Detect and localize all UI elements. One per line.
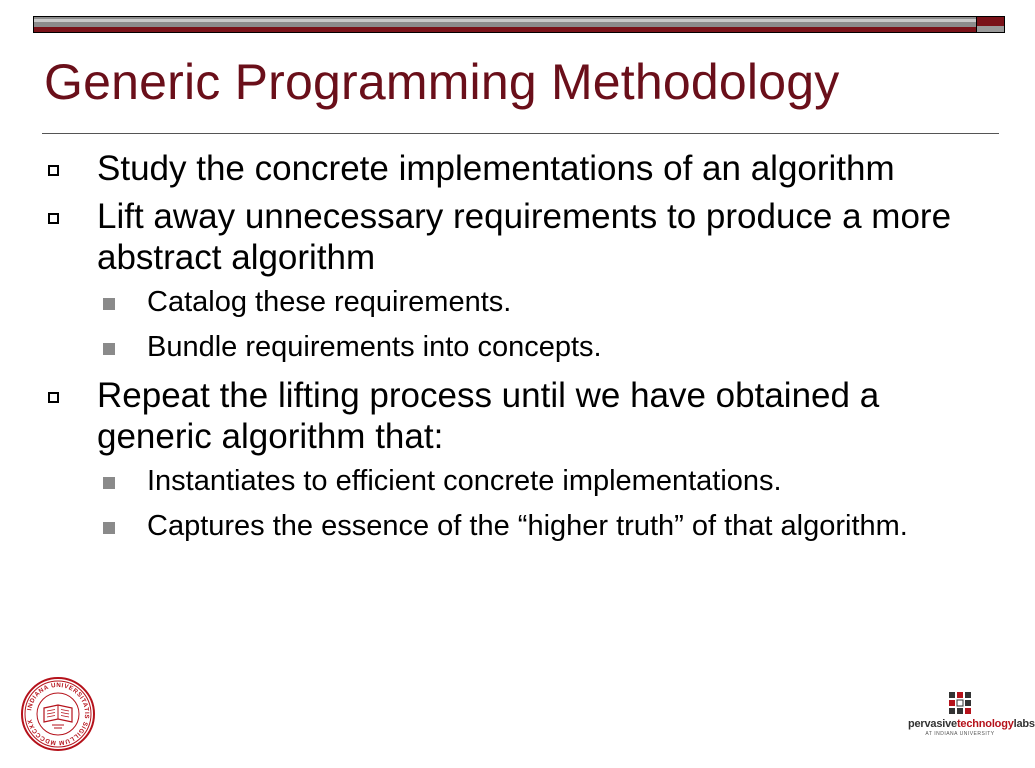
top-decorative-bar — [33, 16, 977, 33]
sub-bullet-text: Catalog these requirements. — [147, 286, 512, 318]
top-corner-block — [976, 16, 1005, 33]
sub-bullet-item — [147, 285, 967, 320]
pervasive-technology-labs-logo — [908, 692, 1035, 748]
logo-subtitle: AT INDIANA UNIVERSITY — [925, 731, 995, 737]
hollow-square-bullet-icon — [48, 165, 59, 176]
university-seal-icon — [20, 676, 96, 752]
filled-square-bullet-icon — [103, 343, 115, 355]
slide-body — [0, 148, 1024, 554]
sub-bullet-text: Bundle requirements into concepts. — [147, 331, 602, 363]
bullet-item — [97, 196, 997, 278]
seal-text: INDIANA UNIVERSITATIS SIGILLUM MDCCCXX — [26, 681, 91, 747]
filled-square-bullet-icon — [103, 522, 115, 534]
sub-bullet-text: Instantiates to efficient concrete implementations. — [147, 465, 782, 497]
filled-square-bullet-icon — [103, 298, 115, 310]
bullet-text: Repeat the lifting process until we have obtained a generic algorithm that: — [97, 376, 880, 456]
title-divider — [42, 133, 999, 134]
sub-bullet-item — [147, 330, 967, 365]
bullet-text: Study the concrete implementations of an algorithm — [97, 149, 895, 188]
bullet-text: Lift away unnecessary requirements to produce a more abstract algorithm — [97, 197, 952, 277]
sub-bullet-item — [147, 464, 967, 499]
bullet-item — [97, 148, 997, 189]
bullet-item — [97, 375, 997, 457]
sub-bullet-text: Captures the essence of the “higher truth” of that algorithm. — [147, 510, 908, 542]
slide-title: Generic Programming Methodology — [44, 54, 840, 110]
logo-wordmark: pervasivetechnologylabs — [908, 718, 1035, 730]
sub-bullet-item — [147, 509, 967, 544]
logo-mark-icon — [949, 692, 971, 714]
filled-square-bullet-icon — [103, 477, 115, 489]
hollow-square-bullet-icon — [48, 213, 59, 224]
hollow-square-bullet-icon — [48, 392, 59, 403]
